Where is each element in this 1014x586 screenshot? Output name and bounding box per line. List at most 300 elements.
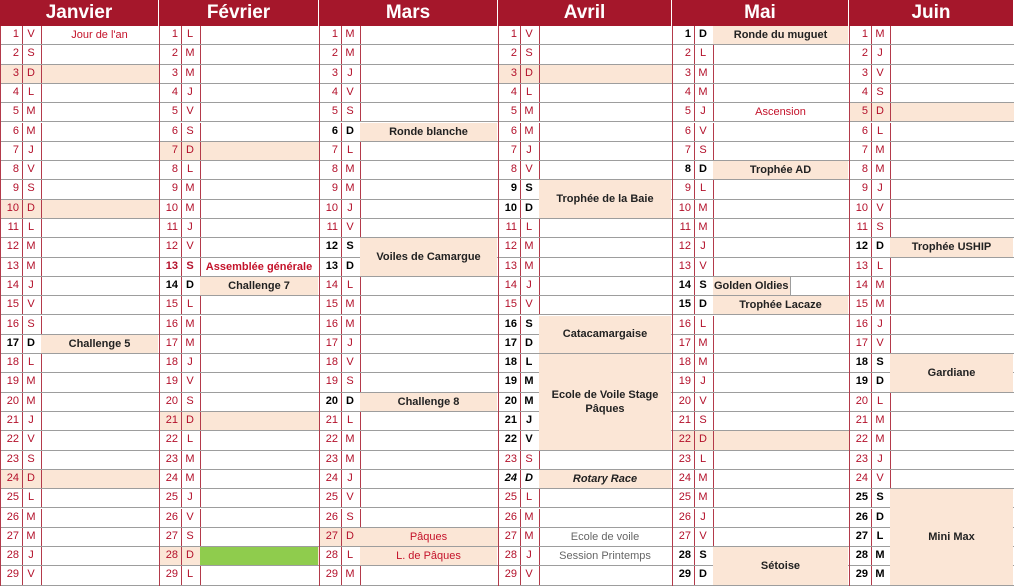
- cell-divider: [713, 180, 714, 198]
- day-row[interactable]: [320, 470, 499, 489]
- weekday-letter: V: [27, 298, 35, 311]
- day-row[interactable]: [1, 373, 160, 392]
- day-row[interactable]: [673, 258, 850, 277]
- day-number: 29: [504, 568, 517, 581]
- day-row[interactable]: [673, 84, 850, 103]
- day-row[interactable]: [673, 180, 850, 199]
- day-row[interactable]: [850, 258, 1014, 277]
- day-row[interactable]: [1, 393, 160, 412]
- calendar-event[interactable]: [200, 547, 318, 565]
- day-row[interactable]: [160, 180, 320, 199]
- day-number: 3: [684, 66, 691, 79]
- calendar-event[interactable]: Voiles de Camargue: [360, 238, 497, 276]
- day-row[interactable]: [850, 142, 1014, 161]
- day-row[interactable]: [320, 26, 499, 45]
- weekday-letter: J: [28, 549, 34, 562]
- day-row[interactable]: [1, 142, 160, 161]
- day-row[interactable]: [160, 489, 320, 508]
- day-row[interactable]: [1, 103, 160, 122]
- cell-divider: [41, 431, 42, 449]
- day-number: 26: [325, 510, 338, 523]
- day-number: 14: [504, 278, 517, 291]
- cell-divider: [181, 65, 182, 83]
- cell-divider: [713, 451, 714, 469]
- weekday-letter: D: [27, 471, 35, 484]
- cell-divider: [41, 470, 42, 488]
- weekday-letter: L: [699, 317, 707, 330]
- day-row[interactable]: [850, 180, 1014, 199]
- cell-divider: [520, 238, 521, 256]
- cell-divider: [520, 316, 521, 334]
- cell-divider: [41, 373, 42, 391]
- day-row[interactable]: [850, 470, 1014, 489]
- day-row[interactable]: [160, 219, 320, 238]
- day-row[interactable]: [1, 547, 160, 566]
- cell-divider: [539, 161, 540, 179]
- day-row[interactable]: [850, 123, 1014, 142]
- weekday-letter: M: [26, 510, 36, 523]
- day-row[interactable]: [1, 277, 160, 296]
- weekday-letter: M: [524, 105, 534, 118]
- cell-divider: [22, 142, 23, 160]
- calendar-event[interactable]: Rotary Race: [539, 470, 671, 488]
- day-row[interactable]: [850, 200, 1014, 219]
- day-row[interactable]: [160, 470, 320, 489]
- day-number: 27: [855, 529, 868, 542]
- cell-divider: [341, 238, 342, 256]
- cell-divider: [341, 412, 342, 430]
- day-number: 10: [855, 201, 868, 214]
- day-row[interactable]: [320, 451, 499, 470]
- day-row[interactable]: [673, 335, 850, 354]
- day-row[interactable]: [673, 509, 850, 528]
- day-row[interactable]: [1, 296, 160, 315]
- cell-divider: [181, 373, 182, 391]
- day-row[interactable]: [320, 277, 499, 296]
- cell-divider: [22, 489, 23, 507]
- cell-divider: [200, 489, 201, 507]
- weekday-letter: D: [186, 414, 194, 426]
- day-row[interactable]: [320, 489, 499, 508]
- day-number: 3: [510, 66, 517, 79]
- day-row[interactable]: [1, 123, 160, 142]
- day-number: 17: [678, 336, 691, 349]
- day-number: 19: [678, 375, 691, 388]
- calendar-event[interactable]: Ecole de Voile Stage Pâques: [539, 354, 671, 450]
- cell-divider: [713, 123, 714, 141]
- month-header: Juin: [849, 0, 1014, 26]
- cell-divider: [694, 219, 695, 237]
- day-number: 9: [861, 182, 868, 195]
- day-number: 6: [684, 124, 691, 137]
- weekend-shade: [41, 200, 160, 218]
- weekday-letter: V: [699, 394, 707, 407]
- day-row[interactable]: [160, 84, 320, 103]
- weekday-letter: M: [345, 28, 355, 40]
- day-number: 5: [12, 105, 19, 118]
- calendar-event[interactable]: Pâques: [360, 528, 497, 546]
- weekday-letter: D: [186, 143, 194, 156]
- cell-divider: [360, 296, 361, 314]
- cell-divider: [871, 65, 872, 83]
- weekday-letter: L: [186, 433, 194, 446]
- cell-divider: [200, 26, 201, 44]
- calendar-event[interactable]: Trophée USHIP: [890, 238, 1013, 256]
- day-row[interactable]: [673, 431, 850, 450]
- day-number: 27: [165, 529, 178, 542]
- day-row[interactable]: [160, 103, 320, 122]
- day-row[interactable]: [1, 219, 160, 238]
- day-row[interactable]: [673, 393, 850, 412]
- weekday-letter: S: [346, 510, 354, 523]
- day-row[interactable]: [160, 45, 320, 64]
- weekday-letter: M: [26, 394, 36, 407]
- weekday-letter: L: [699, 47, 707, 60]
- day-number: 16: [165, 317, 178, 330]
- month-header: Février: [159, 0, 319, 26]
- day-row[interactable]: [850, 103, 1014, 122]
- calendar-event[interactable]: Trophée AD: [713, 161, 848, 179]
- day-row[interactable]: [160, 393, 320, 412]
- day-row[interactable]: [499, 566, 673, 585]
- day-row[interactable]: [1, 470, 160, 489]
- day-row[interactable]: [160, 431, 320, 450]
- day-row[interactable]: [320, 161, 499, 180]
- cell-divider: [360, 103, 361, 121]
- cell-divider: [181, 161, 182, 179]
- weekday-letter: M: [524, 394, 534, 407]
- day-number: 9: [510, 182, 517, 195]
- day-row[interactable]: [499, 451, 673, 470]
- cell-divider: [694, 296, 695, 314]
- calendar-event[interactable]: Golden Oldies: [713, 277, 791, 295]
- day-row[interactable]: [160, 509, 320, 528]
- day-number: 6: [510, 124, 517, 137]
- cell-divider: [520, 489, 521, 507]
- day-row[interactable]: [850, 451, 1014, 470]
- day-row[interactable]: [1, 431, 160, 450]
- cell-divider: [890, 65, 891, 83]
- day-row[interactable]: [850, 316, 1014, 335]
- cell-divider: [520, 296, 521, 314]
- cell-divider: [181, 296, 182, 314]
- day-row[interactable]: [160, 354, 320, 373]
- day-number: 6: [171, 124, 178, 137]
- day-row[interactable]: [1, 180, 160, 199]
- day-row[interactable]: [160, 142, 320, 161]
- day-row[interactable]: [499, 26, 673, 45]
- weekday-letter: V: [186, 375, 194, 388]
- day-row[interactable]: [320, 65, 499, 84]
- cell-divider: [200, 219, 201, 237]
- cell-divider: [694, 354, 695, 372]
- cell-divider: [890, 335, 891, 353]
- day-row[interactable]: [673, 412, 850, 431]
- day-row[interactable]: [320, 431, 499, 450]
- day-number: 7: [684, 143, 691, 156]
- day-row[interactable]: [1, 161, 160, 180]
- day-row[interactable]: [673, 65, 850, 84]
- day-row[interactable]: [499, 103, 673, 122]
- day-number: 8: [684, 163, 691, 176]
- day-row[interactable]: [1, 509, 160, 528]
- day-row[interactable]: [850, 431, 1014, 450]
- day-row[interactable]: [673, 123, 850, 142]
- weekday-letter: S: [699, 278, 707, 291]
- day-row[interactable]: [499, 296, 673, 315]
- day-number: 7: [861, 143, 868, 156]
- day-number: 28: [6, 549, 19, 562]
- day-row[interactable]: [499, 509, 673, 528]
- day-row[interactable]: [499, 161, 673, 180]
- day-row[interactable]: [160, 451, 320, 470]
- day-row[interactable]: [499, 238, 673, 257]
- cell-divider: [181, 219, 182, 237]
- weekday-letter: M: [698, 356, 708, 369]
- day-row[interactable]: [1, 566, 160, 585]
- weekday-letter: V: [346, 85, 354, 98]
- day-row[interactable]: [499, 123, 673, 142]
- calendar-event[interactable]: Challenge 5: [41, 335, 158, 353]
- cell-divider: [41, 489, 42, 507]
- day-row[interactable]: [499, 84, 673, 103]
- cell-divider: [871, 431, 872, 449]
- weekday-letter: M: [185, 336, 195, 349]
- day-row[interactable]: [160, 26, 320, 45]
- day-row[interactable]: [320, 103, 499, 122]
- day-row[interactable]: [160, 65, 320, 84]
- day-row[interactable]: [1, 354, 160, 373]
- cell-divider: [181, 84, 182, 102]
- day-row[interactable]: [673, 489, 850, 508]
- calendar-event[interactable]: Jour de l'an: [71, 29, 128, 42]
- cell-divider: [890, 393, 891, 411]
- cell-divider: [341, 547, 342, 565]
- cell-divider: [694, 509, 695, 527]
- day-row[interactable]: [1, 316, 160, 335]
- day-row[interactable]: [850, 393, 1014, 412]
- day-row[interactable]: [1, 451, 160, 470]
- day-number: 28: [504, 549, 517, 562]
- calendar-event[interactable]: Ecole de voile: [570, 530, 640, 543]
- day-number: 4: [861, 85, 868, 98]
- day-row[interactable]: [320, 296, 499, 315]
- day-row[interactable]: [499, 277, 673, 296]
- calendar-event[interactable]: Trophée Lacaze: [713, 296, 848, 314]
- day-row[interactable]: [1, 65, 160, 84]
- day-row[interactable]: [673, 373, 850, 392]
- cell-divider: [871, 354, 872, 372]
- weekday-letter: L: [27, 356, 35, 369]
- day-row[interactable]: [499, 489, 673, 508]
- month-header: Mars: [319, 0, 498, 26]
- day-row[interactable]: [160, 238, 320, 257]
- cell-divider: [871, 45, 872, 63]
- weekday-letter: M: [345, 163, 355, 176]
- day-row[interactable]: [320, 45, 499, 64]
- day-row[interactable]: [499, 45, 673, 64]
- day-number: 29: [855, 568, 868, 581]
- day-row[interactable]: [320, 335, 499, 354]
- cell-divider: [41, 65, 42, 83]
- day-row[interactable]: [1, 489, 160, 508]
- day-row[interactable]: [673, 200, 850, 219]
- day-row[interactable]: [320, 509, 499, 528]
- day-number: 22: [325, 433, 338, 446]
- cell-divider: [181, 451, 182, 469]
- day-row[interactable]: [850, 335, 1014, 354]
- day-row[interactable]: [673, 354, 850, 373]
- calendar-event[interactable]: L. de Pâques: [360, 547, 497, 565]
- day-row[interactable]: [850, 65, 1014, 84]
- cell-divider: [200, 103, 201, 121]
- day-row[interactable]: [160, 296, 320, 315]
- calendar-event[interactable]: Gardiane: [890, 354, 1013, 392]
- day-row[interactable]: [673, 470, 850, 489]
- day-row[interactable]: [499, 65, 673, 84]
- cell-divider: [713, 238, 714, 256]
- day-row[interactable]: [850, 277, 1014, 296]
- day-row[interactable]: [160, 373, 320, 392]
- weekday-letter: M: [875, 298, 885, 311]
- cell-divider: [694, 277, 695, 295]
- weekday-letter: J: [28, 278, 34, 291]
- weekday-letter: D: [186, 278, 194, 291]
- day-row[interactable]: [850, 161, 1014, 180]
- day-row[interactable]: [1, 84, 160, 103]
- day-row[interactable]: [499, 219, 673, 238]
- day-row[interactable]: [320, 200, 499, 219]
- weekday-letter: V: [346, 221, 354, 233]
- day-row[interactable]: [850, 296, 1014, 315]
- cell-divider: [360, 509, 361, 527]
- day-number: 13: [855, 259, 868, 272]
- day-row[interactable]: [499, 142, 673, 161]
- weekday-letter: D: [346, 529, 354, 542]
- day-row[interactable]: [850, 45, 1014, 64]
- day-row[interactable]: [320, 219, 499, 238]
- day-row[interactable]: [850, 219, 1014, 238]
- day-number: 15: [504, 298, 517, 311]
- weekday-letter: J: [525, 414, 533, 426]
- day-number: 13: [165, 259, 178, 272]
- day-row[interactable]: [320, 84, 499, 103]
- day-row[interactable]: [1, 238, 160, 257]
- cell-divider: [890, 470, 891, 488]
- day-row[interactable]: [673, 316, 850, 335]
- cell-divider: [360, 431, 361, 449]
- day-row[interactable]: [1, 200, 160, 219]
- day-row[interactable]: [850, 84, 1014, 103]
- calendar-event[interactable]: Catacamargaise: [539, 316, 671, 354]
- weekday-letter: S: [346, 105, 354, 118]
- day-number: 15: [678, 298, 691, 311]
- day-row[interactable]: [320, 316, 499, 335]
- day-row[interactable]: [320, 373, 499, 392]
- calendar-event[interactable]: Challenge 8: [360, 393, 497, 411]
- day-row[interactable]: [160, 335, 320, 354]
- cell-divider: [520, 335, 521, 353]
- day-row[interactable]: [499, 258, 673, 277]
- cell-divider: [41, 180, 42, 198]
- calendar-event[interactable]: Ronde du muguet: [713, 26, 848, 44]
- cell-divider: [181, 200, 182, 218]
- day-row[interactable]: [1, 412, 160, 431]
- calendar-event[interactable]: Sétoise: [713, 547, 848, 585]
- day-row[interactable]: [1, 258, 160, 277]
- day-row[interactable]: [160, 316, 320, 335]
- calendar-event[interactable]: Session Printemps: [559, 550, 651, 563]
- calendar-event[interactable]: Challenge 7: [200, 277, 318, 295]
- day-row[interactable]: [320, 412, 499, 431]
- day-row[interactable]: [320, 142, 499, 161]
- day-row[interactable]: [850, 26, 1014, 45]
- day-row[interactable]: [1, 528, 160, 547]
- day-number: 7: [331, 143, 338, 156]
- day-number: 25: [855, 491, 868, 504]
- day-row[interactable]: [1, 45, 160, 64]
- day-row[interactable]: [673, 219, 850, 238]
- weekday-letter: V: [525, 433, 533, 446]
- cell-divider: [181, 45, 182, 63]
- day-row[interactable]: [320, 180, 499, 199]
- day-row[interactable]: [673, 451, 850, 470]
- day-number: 17: [165, 336, 178, 349]
- weekday-letter: M: [185, 66, 195, 79]
- cell-divider: [520, 412, 521, 430]
- calendar-event[interactable]: Assemblée générale: [205, 260, 313, 273]
- cell-divider: [694, 489, 695, 507]
- cell-divider: [871, 142, 872, 160]
- cell-divider: [360, 161, 361, 179]
- day-row[interactable]: [160, 200, 320, 219]
- day-row[interactable]: [160, 528, 320, 547]
- day-number: 19: [855, 375, 868, 388]
- weekday-letter: M: [698, 85, 708, 98]
- day-number: 21: [855, 414, 868, 426]
- calendar-event[interactable]: Ascension: [755, 106, 806, 119]
- cell-divider: [341, 103, 342, 121]
- weekday-letter: M: [26, 529, 36, 542]
- weekday-letter: M: [524, 259, 534, 272]
- cell-divider: [22, 451, 23, 469]
- cell-divider: [694, 412, 695, 430]
- weekday-letter: M: [345, 47, 355, 60]
- weekday-letter: J: [700, 510, 706, 523]
- day-row[interactable]: [673, 528, 850, 547]
- day-row[interactable]: [673, 45, 850, 64]
- cell-divider: [22, 258, 23, 276]
- day-row[interactable]: [160, 123, 320, 142]
- cell-divider: [341, 431, 342, 449]
- calendar-event[interactable]: Trophée de la Baie: [539, 180, 671, 218]
- calendar-event[interactable]: Ronde blanche: [360, 123, 497, 141]
- day-row[interactable]: [320, 566, 499, 585]
- weekday-letter: D: [346, 259, 354, 272]
- weekday-letter: M: [185, 182, 195, 195]
- day-row[interactable]: [160, 566, 320, 585]
- day-row[interactable]: [850, 412, 1014, 431]
- day-row[interactable]: [673, 142, 850, 161]
- calendar-event[interactable]: Mini Max: [890, 489, 1013, 585]
- weekday-letter: L: [346, 549, 354, 562]
- weekend-shade: [539, 65, 673, 83]
- day-row[interactable]: [673, 238, 850, 257]
- day-row[interactable]: [160, 161, 320, 180]
- day-row[interactable]: [160, 412, 320, 431]
- day-row[interactable]: [320, 354, 499, 373]
- cell-divider: [890, 451, 891, 469]
